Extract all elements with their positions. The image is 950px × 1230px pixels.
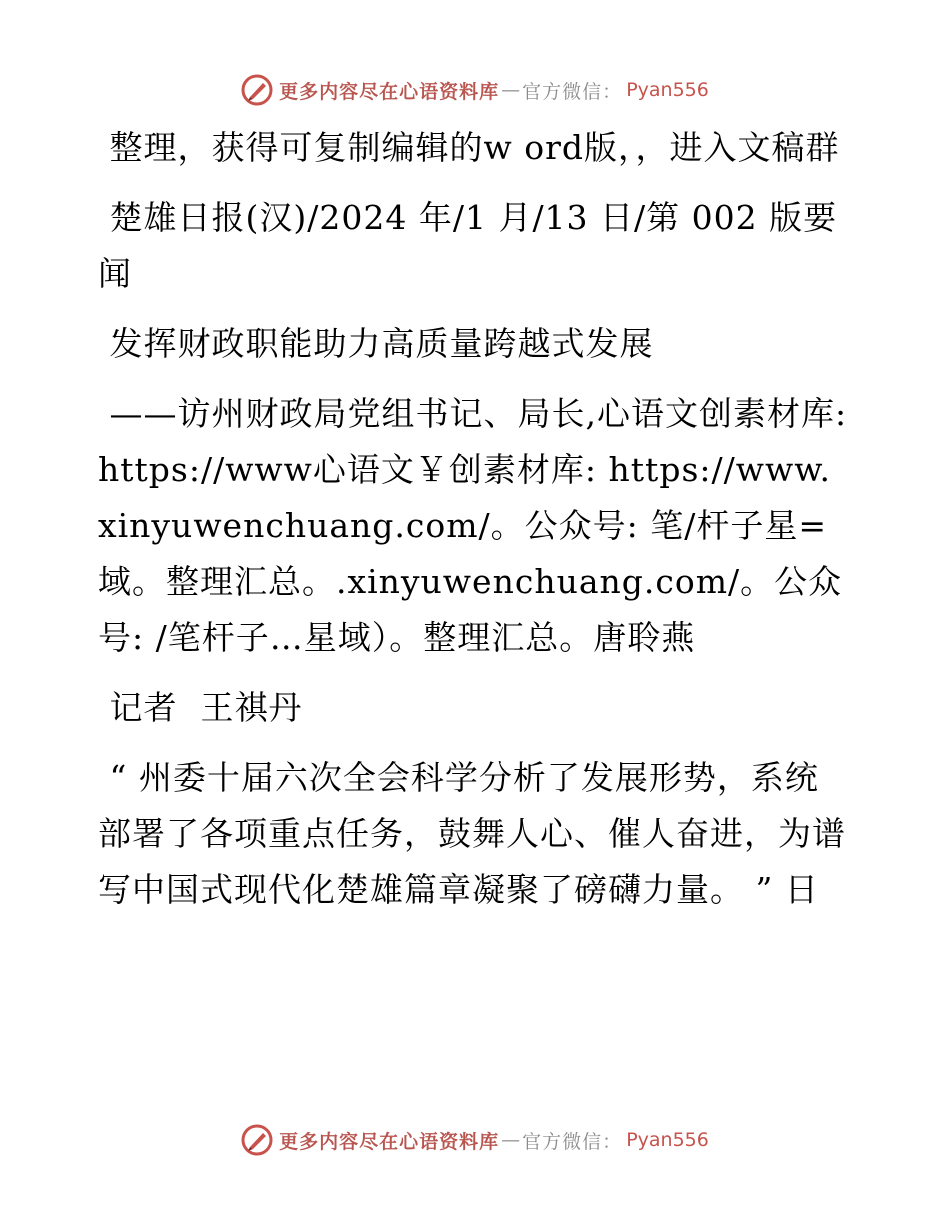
watermark-label: 官方微信： [522,1130,623,1153]
watermark-separator: — [501,1129,521,1151]
footer-watermark [0,1120,950,1160]
document-body [98,120,859,918]
watermark-separator: — [501,79,521,101]
header-watermark [0,70,950,110]
pen-circle-icon [241,74,273,106]
pen-circle-icon [241,1124,273,1156]
watermark-brand-text: 更多内容尽在心语资料库 [279,1130,500,1153]
watermark-label: 官方微信： [522,80,623,103]
watermark-brand-text: 更多内容尽在心语资料库 [279,80,500,103]
watermark-wechat-id: Pyan556 [626,79,709,101]
reporter-line: 记者 王祺丹 [98,688,303,727]
article-subheadline: ——访州财政局党组书记、局长,心语文创素材库: https://www心语文￥创素材库: https://www.xinyuwenchuang.com/。公众号: 笔/杆子星=域。整理汇总。.xinyuwenchuang.com/。公众号: /笔杆子…星域）。整理汇总。唐聆燕 [98,394,859,657]
source-line: 楚雄日报(汉)/2024 年/1 月/13 日/第 002 版要闻 [98,198,838,293]
article-headline: 发挥财政职能助力高质量跨越式发展 [98,324,654,363]
watermark-wechat-id: Pyan556 [626,1129,709,1151]
intro-line: 整理，获得可复制编辑的w ord版，，进入文稿群 [98,128,840,167]
body-paragraph: “ 州委十届六次全会科学分析了发展形势，系统部署了各项重点任务，鼓舞人心、催人奋进，为谱写中国式现代化楚雄篇章凝聚了磅礴力量。 ” 日 [98,758,846,909]
